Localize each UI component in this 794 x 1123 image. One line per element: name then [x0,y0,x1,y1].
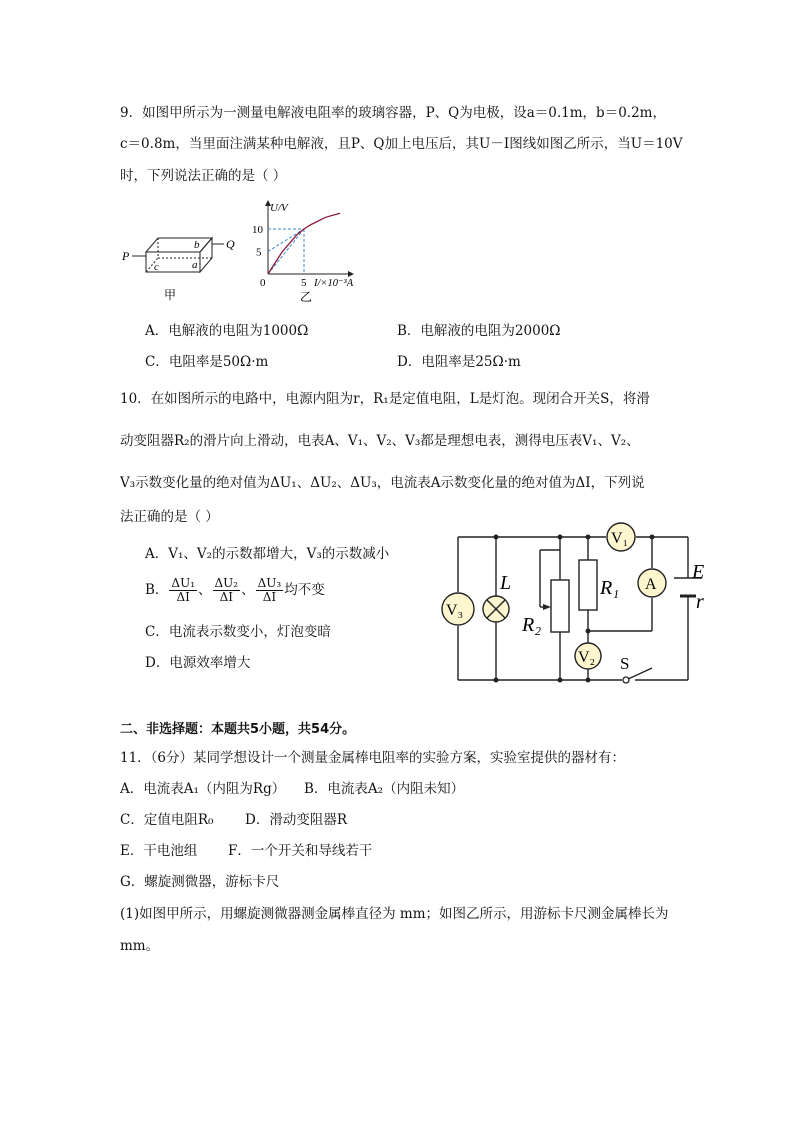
label-l: L [500,572,512,594]
x-axis-arrow [348,271,354,277]
q11-item-c: C．定值电阻R₀ [120,812,214,828]
q9-option-c: C．电阻率是50Ω·m [145,354,269,370]
label-v2: V₂ [578,649,596,666]
x-tick-0: 0 [260,277,266,289]
fraction-du3-di: $\frac{\text{ΔU₃}}{\Delta I}$ [257,576,282,604]
q11-item-g: G．螺旋测微器，游标卡尺 [120,874,280,890]
option-b-suffix: 均不变 [284,582,325,598]
q9-option-d: D．电阻率是25Ω·m [397,354,521,370]
fraction-du2-di: $\frac{\text{ΔU₂}}{\Delta I}$ [214,576,239,604]
label-a: A [645,576,657,593]
q9-line2: c＝0.8m，当里面注满某种电解液，且P、Q加上电压后，其U－I图线如图乙所示，当U＝10V [120,136,683,152]
x-tick-5: 5 [301,277,307,289]
q10-option-d: D．电源效率增大 [145,655,251,671]
q11-item-a: A．电流表A₁（内阻为Rg） [120,781,286,797]
label-r2: R₂ [522,614,542,636]
circuit-diagram [430,512,720,692]
q11-intro: 11．（6分）某同学想设计一个测量金属棒电阻率的实验方案，实验室提供的器材有： [120,750,626,766]
q9-option-b: B．电解液的电阻为2000Ω [397,323,561,339]
q10-option-a: A．V₁、V₂的示数都增大，V₃的示数减小 [145,546,390,562]
fraction-du1-di: $\frac{\text{ΔU₁}}{\Delta I}$ [171,576,196,604]
q11-item-b: B．电流表A₂（内阻未知） [304,781,465,797]
x-axis-label: I/×10⁻³A [314,278,354,289]
label-r1: R₁ [600,577,620,599]
label-s: S [620,654,630,673]
label-v3: V₃ [446,602,464,619]
section-heading: 二、非选择题：本题共5小题，共54分。 [120,722,356,737]
y-tick-10: 10 [252,224,263,236]
label-r: r [696,591,704,613]
label-a: a [192,259,198,271]
q10-option-c: C．电流表示数变小，灯泡变暗 [145,624,331,640]
q11-item-e: E．干电池组 [120,843,198,859]
option-b-prefix: B． [145,582,169,598]
fig-jia-box [118,222,238,302]
y-tick-5: 5 [256,246,262,259]
q10-line1: 10．在如图所示的电路中，电源内阻为r，R₁是定值电阻，L是灯泡。现闭合开关S，将滑 [120,391,650,407]
q11-part1-line1: (1)如图甲所示，用螺旋测微器测金属棒直径为 mm；如图乙所示，用游标卡尺测金属棒长为 [120,906,669,922]
q11-part1-line2: mm。 [120,938,160,954]
label-b: b [194,239,200,251]
guide-diagonal [268,229,304,274]
q10-line4: 法正确的是（ ） [120,509,219,525]
label-e: E [692,561,705,583]
label-c: c [154,261,159,273]
q10-option-b: B． $\frac{\text{ΔU₁}}{\Delta I}$ 、 $\frac{\text{ΔU₂}}{\Delta I}$ 、 $\frac{\text{ΔU₃}}{\Delta I}$ 均不变 [145,576,325,604]
caption-jia: 甲 [164,288,177,302]
caption-yi: 乙 [300,290,313,304]
q11-item-f: F．一个开关和导线若干 [228,843,373,859]
fig-yi-chart [248,198,368,306]
q10-line3: V₃示数变化量的绝对值为ΔU₁、ΔU₂、ΔU₃，电流表A示数变化量的绝对值为ΔI，下列说 [120,475,645,491]
label-p: P [122,249,130,263]
y-axis-label: U/V [270,202,288,214]
q10-line2: 动变阻器R₂的滑片向上滑动，电表A、V₁、V₂、V₃都是理想电表，测得电压表V₁、V₂、 [120,433,640,449]
label-v1: V₁ [611,530,629,547]
q9-line1: 9．如图甲所示为一测量电解液电阻率的玻璃容器，P、Q为电极，设a＝0.1m，b＝0.2m， [120,105,666,121]
switch-terminal [623,677,629,683]
q11-item-d: D．滑动变阻器R [245,812,347,828]
q9-option-a: A．电解液的电阻为1000Ω [145,323,309,339]
label-q: Q [226,237,235,251]
q9-line3: 时，下列说法正确的是（ ） [120,168,287,184]
